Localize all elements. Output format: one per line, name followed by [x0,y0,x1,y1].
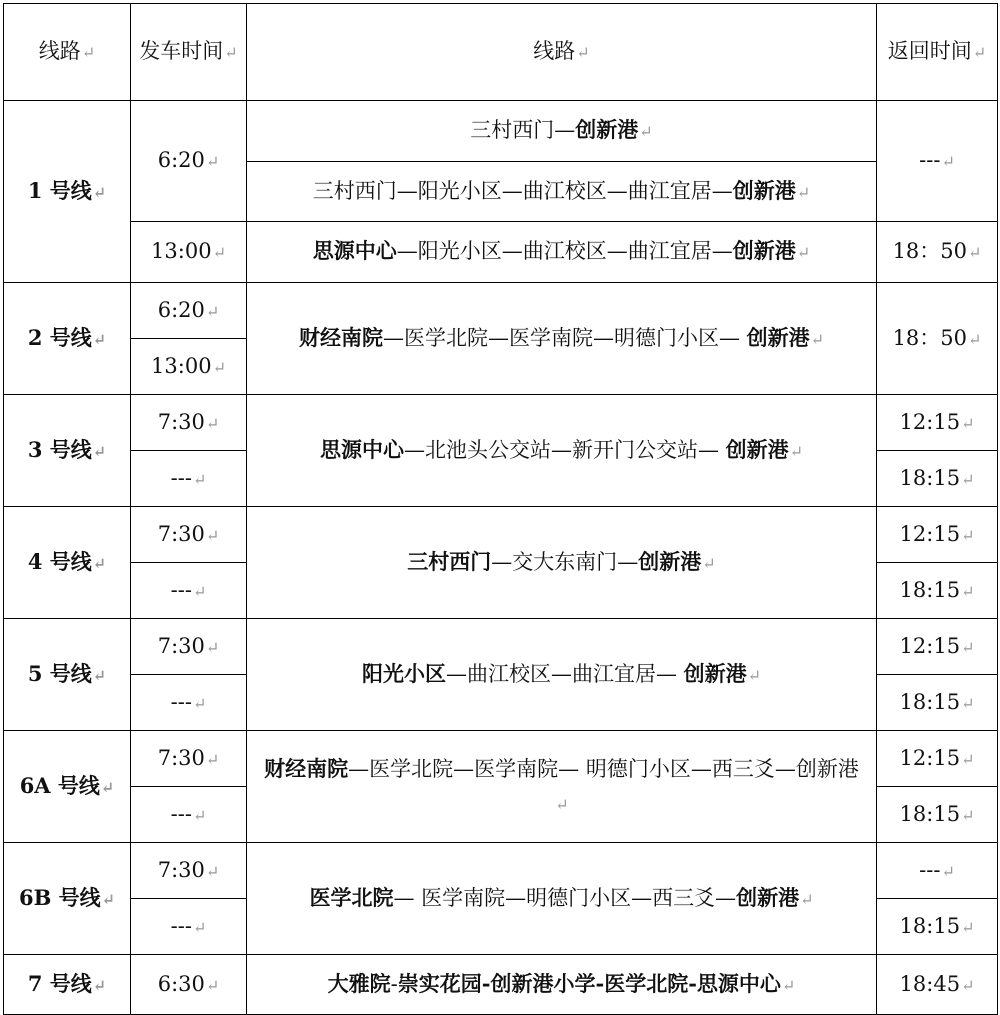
return-time: 18:15 ↵ [877,675,998,731]
return-time: 18:15 ↵ [877,451,998,507]
depart-time: --- ↵ [131,563,247,619]
depart-time: --- ↵ [131,787,247,843]
depart-time: 13:00 ↵ [131,339,247,395]
return-time: 18:45 ↵ [877,955,998,1015]
table-row [4,395,998,451]
line-name: 4 号线 ↵ [4,507,131,619]
table-row [4,731,998,787]
header-return-time: 返回时间 ↵ [877,4,998,101]
table-row [4,955,998,1015]
route-stops: 思源中心—阳光小区—曲江校区—曲江宜居—创新港 ↵ [247,222,877,283]
line-name: 2 号线 ↵ [4,283,131,395]
depart-time: --- ↵ [131,451,247,507]
depart-time: --- ↵ [131,899,247,955]
return-time: 12:15 ↵ [877,731,998,787]
header-route: 线路 ↵ [247,4,877,101]
line-name: 5 号线 ↵ [4,619,131,731]
return-time: --- ↵ [877,843,998,899]
header-line: 线路 ↵ [4,4,131,101]
route-stops: 三村西门—创新港 ↵ [247,101,877,162]
route-stops: 三村西门—交大东南门—创新港 ↵ [247,507,877,619]
depart-time: --- ↵ [131,675,247,731]
line-name: 1 号线 ↵ [4,101,131,283]
header-depart-time: 发车时间 ↵ [131,4,247,101]
depart-time: 7:30 ↵ [131,507,247,563]
return-time: 18:15 ↵ [877,899,998,955]
table-row [4,222,998,283]
shuttle-schedule-table [3,3,998,1015]
return-time: 18:15 ↵ [877,563,998,619]
depart-time: 7:30 ↵ [131,619,247,675]
route-stops: 三村西门—阳光小区—曲江校区—曲江宜居—创新港 ↵ [247,162,877,222]
route-stops: 阳光小区—曲江校区—曲江宜居— 创新港 ↵ [247,619,877,731]
table-row [4,619,998,675]
return-time: 18：50 ↵ [877,283,998,395]
table-row [4,101,998,162]
header-row [4,4,998,101]
depart-time: 7:30 ↵ [131,843,247,899]
line-name: 7 号线 ↵ [4,955,131,1015]
depart-time: 6:30 ↵ [131,955,247,1015]
return-time: 18：50 ↵ [877,222,998,283]
table-row [4,843,998,899]
depart-time: 13:00 ↵ [131,222,247,283]
depart-time: 7:30 ↵ [131,395,247,451]
line-name: 6A 号线 ↵ [4,731,131,843]
depart-time: 7:30 ↵ [131,731,247,787]
route-stops: 大雅院-崇实花园-创新港小学-医学北院-思源中心 ↵ [247,955,877,1015]
route-stops: 财经南院—医学北院—医学南院—明德门小区— 创新港 ↵ [247,283,877,395]
return-time: 12:15 ↵ [877,395,998,451]
route-stops: 思源中心—北池头公交站—新开门公交站— 创新港 ↵ [247,395,877,507]
depart-time: 6:20 ↵ [131,101,247,222]
return-time: 12:15 ↵ [877,619,998,675]
table-row [4,283,998,339]
return-time: 12:15 ↵ [877,507,998,563]
return-time: --- ↵ [877,101,998,222]
line-name: 6B 号线 ↵ [4,843,131,955]
table-row [4,507,998,563]
route-stops: 财经南院—医学北院—医学南院— 明德门小区—西三爻—创新港 ↵ [247,731,877,843]
route-stops: 医学北院— 医学南院—明德门小区—西三爻—创新港 ↵ [247,843,877,955]
return-time: 18:15 ↵ [877,787,998,843]
line-name: 3 号线 ↵ [4,395,131,507]
depart-time: 6:20 ↵ [131,283,247,339]
